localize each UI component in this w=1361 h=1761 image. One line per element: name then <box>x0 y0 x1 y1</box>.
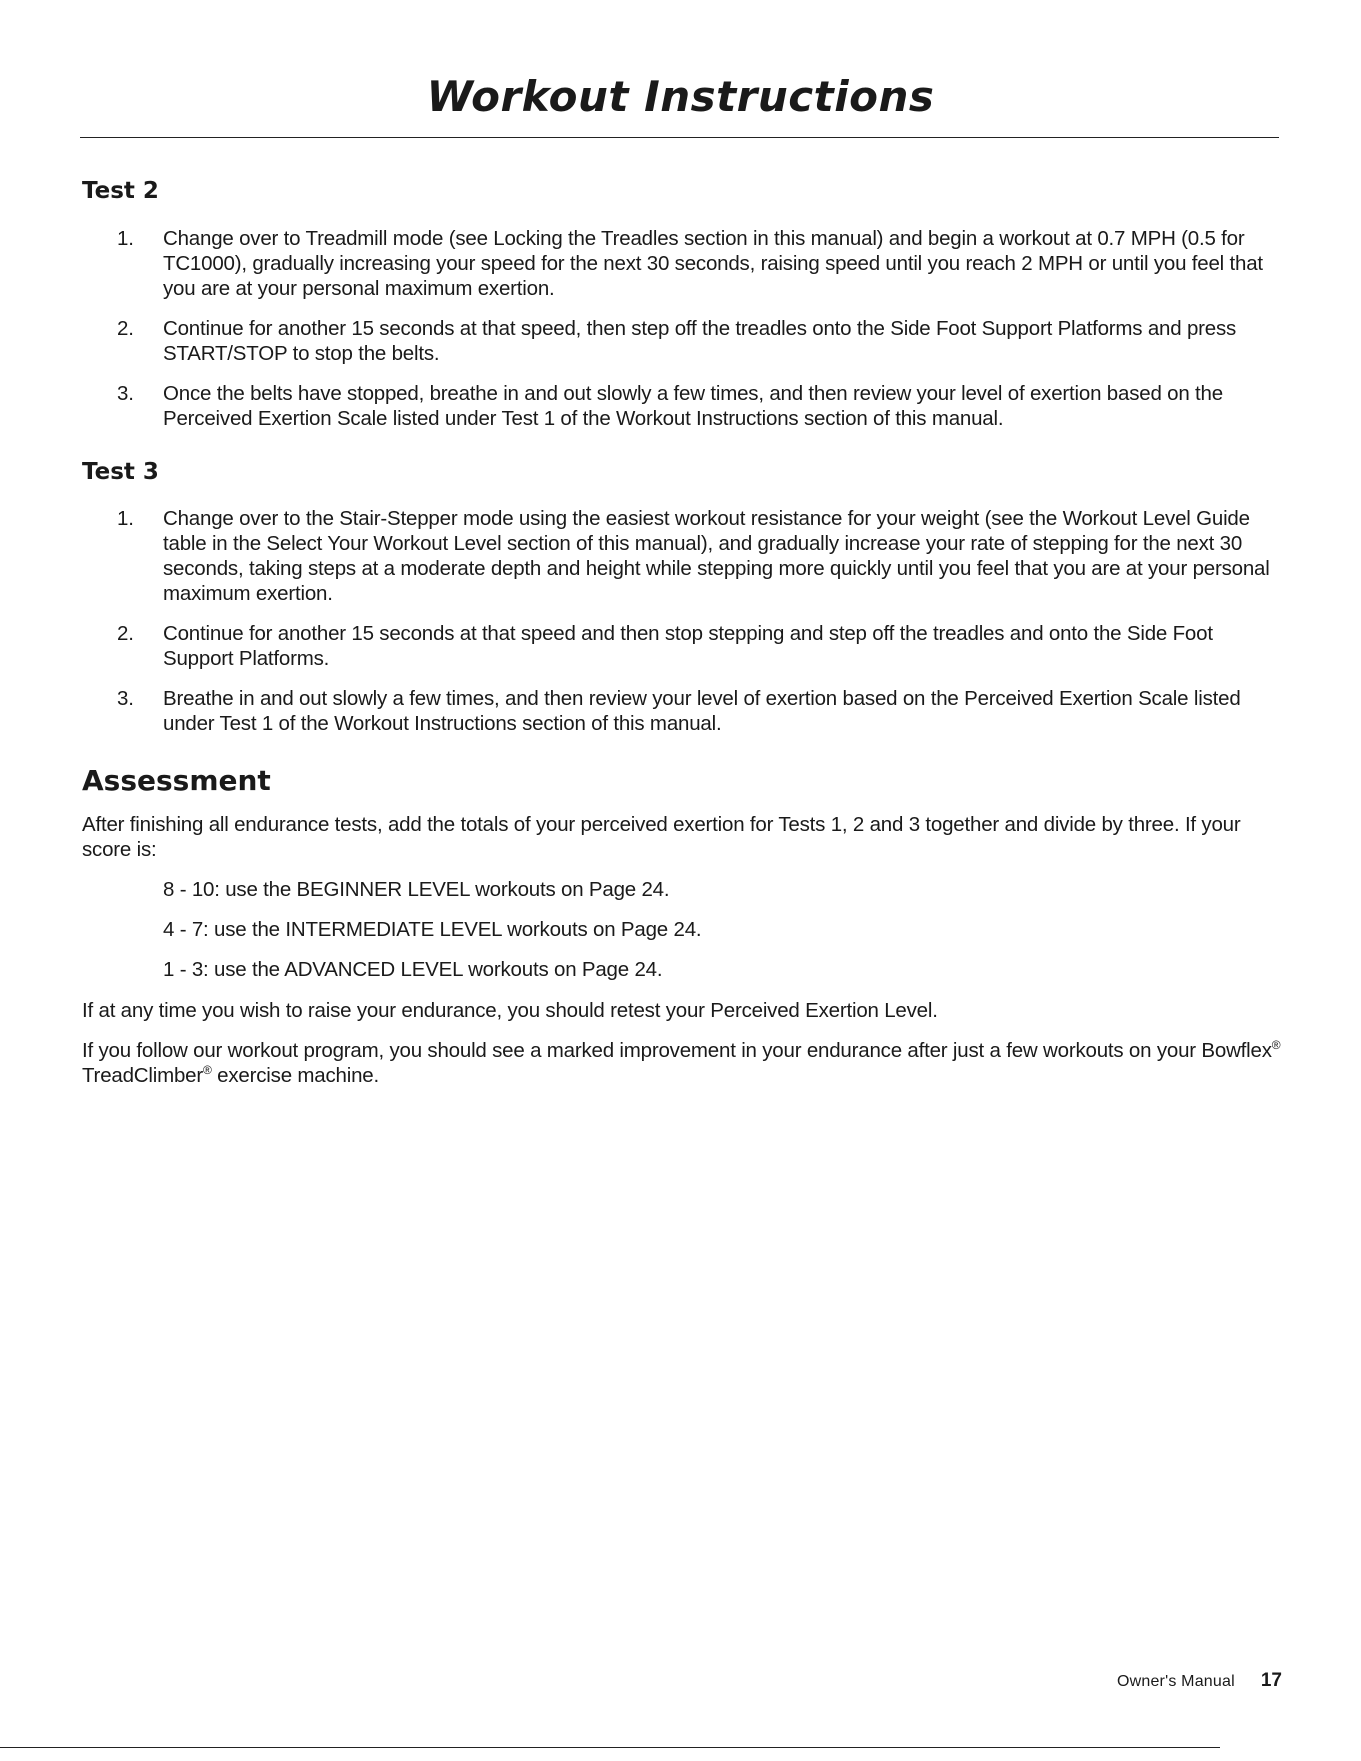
registered-mark: ® <box>203 1062 212 1077</box>
page-content <box>82 178 1282 1103</box>
step-text: Continue for another 15 seconds at that speed and then stop stepping and step off the treadles and onto the Side Foot Support Platforms. <box>163 622 1213 671</box>
list-item: 4 - 7: use the INTERMEDIATE LEVEL workouts on Page 24. <box>163 917 702 941</box>
step-text: Breathe in and out slowly a few times, and then review your level of exertion based on the Perceived Exertion Scale listed under Test 1 of the Workout Instructions section of this manual. <box>163 687 1241 736</box>
title-divider <box>80 137 1279 138</box>
list-item <box>82 381 1282 431</box>
closing-text-mid: TreadClimber <box>82 1063 204 1087</box>
list-item <box>82 316 1282 366</box>
assessment-section <box>82 764 1282 1088</box>
closing-paragraph <box>82 1038 1282 1088</box>
test-2-steps <box>82 226 1282 431</box>
step-number: 2. <box>117 622 134 646</box>
assessment-intro: After finishing all endurance tests, add the totals of your perceived exertion for Tests 1, 2 and 3 together and divide by three. If your score is: <box>82 812 1241 861</box>
closing-text-end: exercise machine. <box>211 1063 379 1087</box>
list-item <box>82 226 1282 301</box>
list-item: 8 - 10: use the BEGINNER LEVEL workouts on Page 24. <box>163 877 670 901</box>
registered-mark: ® <box>1271 1037 1281 1052</box>
list-item: 1 - 3: use the ADVANCED LEVEL workouts on Page 24. <box>163 957 663 981</box>
step-number: 3. <box>117 687 134 711</box>
step-number: 1. <box>117 226 134 250</box>
step-text: Change over to Treadmill mode (see Locking the Treadles section in this manual) and begin a workout at 0.7 MPH (0.5 for TC1000), gradually increasing your speed for the next 30 seconds, raising speed until you reach 2 MPH or until you feel that you are at your personal maximum exertion. <box>163 226 1263 300</box>
page-title: Workout Instructions <box>426 72 935 121</box>
test-2-heading: Test 2 <box>82 178 159 204</box>
page-number: 17 <box>1260 1670 1282 1691</box>
step-number: 3. <box>117 381 134 405</box>
test-3-section <box>82 459 1282 737</box>
step-number: 1. <box>117 507 134 531</box>
list-item <box>82 621 1282 671</box>
page-footer <box>1117 1670 1282 1692</box>
bottom-divider <box>0 1747 1220 1748</box>
retest-paragraph: If at any time you wish to raise your endurance, you should retest your Perceived Exertion Level. <box>82 998 938 1022</box>
closing-text-start: If you follow our workout program, you should see a marked improvement in your endurance after just a few workouts on your Bowflex <box>82 1038 1272 1062</box>
step-text: Change over to the Stair-Stepper mode using the easiest workout resistance for your weight (see the Workout Level Guide table in the Select Your Workout Level section of this manual), and gradually increase your rate of stepping for the next 30 seconds, taking steps at a moderate depth and height while stepping more quickly until you feel that you are at your personal maximum exertion. <box>163 507 1270 606</box>
test-3-heading: Test 3 <box>82 458 159 485</box>
test-3-steps <box>82 506 1282 736</box>
list-item <box>82 506 1282 606</box>
footer-manual-label: Owner's Manual <box>1116 1673 1235 1690</box>
step-text: Continue for another 15 seconds at that speed, then step off the treadles onto the Side Foot Support Platforms and press START/STOP to stop the belts. <box>163 316 1237 365</box>
score-levels <box>82 877 1282 982</box>
list-item <box>82 686 1282 736</box>
assessment-heading: Assessment <box>82 764 271 798</box>
step-text: Once the belts have stopped, breathe in and out slowly a few times, and then review your level of exertion based on the Perceived Exertion Scale listed under Test 1 of the Workout Instructions section of this manual. <box>163 381 1223 430</box>
test-2-section <box>82 178 1282 431</box>
step-number: 2. <box>117 316 134 340</box>
